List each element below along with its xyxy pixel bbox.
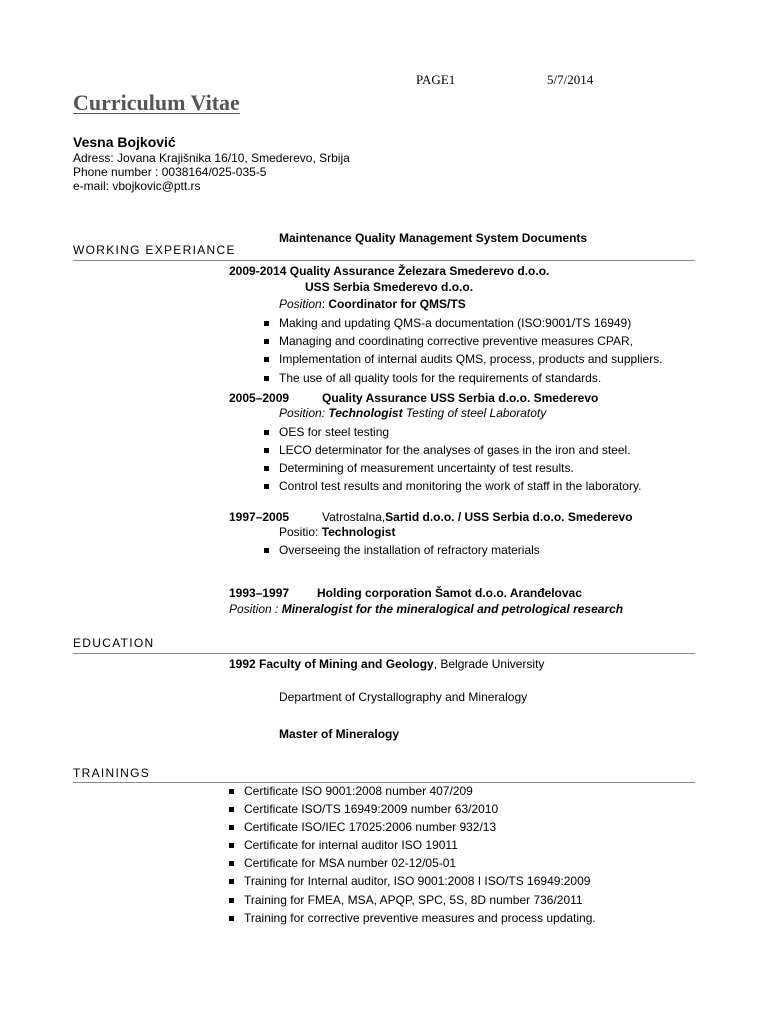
training-item: Training for Internal auditor, ISO 9001:2008 I ISO/TS 16949:2009 bbox=[244, 874, 591, 888]
job-3-position bbox=[279, 525, 395, 539]
job-2-years: 2005–2009 bbox=[229, 391, 290, 405]
section-heading-trainings: TRAININGS bbox=[73, 766, 151, 780]
section-divider bbox=[73, 782, 695, 783]
page-number: PAGE1 bbox=[416, 72, 456, 87]
bullet-icon bbox=[264, 466, 269, 471]
education-department: Department of Crystallography and Mineralogy bbox=[279, 690, 528, 704]
bullet-icon bbox=[264, 339, 269, 344]
job-2-company: Quality Assurance USS Serbia d.o.o. Smederevo bbox=[322, 391, 599, 405]
degree-university: , Belgrade University bbox=[433, 657, 545, 671]
position-title: Coordinator for QMS/TS bbox=[328, 297, 466, 311]
training-item: Certificate for MSA number 02-12/05-01 bbox=[244, 856, 457, 870]
bullet-icon bbox=[229, 807, 234, 812]
job-4-position bbox=[229, 602, 623, 616]
address-line: Adress: Jovana Krajišnika 16/10, Smederevo, Srbija bbox=[73, 151, 350, 165]
bullet-icon bbox=[264, 548, 269, 553]
bullet-icon bbox=[229, 879, 234, 884]
bullet-icon bbox=[264, 448, 269, 453]
list-item: Determining of measurement uncertainty of test results. bbox=[279, 461, 574, 475]
job-3-years: 1997–2005 bbox=[229, 510, 290, 524]
document-subtitle: Maintenance Quality Management System Documents bbox=[279, 231, 588, 245]
job-4-company: Holding corporation Šamot d.o.o. Aranđelovac bbox=[317, 586, 582, 600]
training-item: Training for corrective preventive measures and process updating. bbox=[244, 911, 596, 925]
list-item: Overseeing the installation of refractory materials bbox=[279, 543, 540, 557]
bullet-icon bbox=[264, 376, 269, 381]
list-item: The use of all quality tools for the requirements of standards. bbox=[279, 371, 602, 385]
degree-name: 1992 Faculty of Mining and Geology bbox=[229, 657, 434, 671]
bullet-icon bbox=[229, 898, 234, 903]
person-name: Vesna Bojković bbox=[73, 134, 176, 150]
bullet-icon bbox=[229, 916, 234, 921]
training-item: Training for FMEA, MSA, APQP, SPC, 5S, 8D number 736/2011 bbox=[244, 893, 583, 907]
email-line: e-mail: vbojkovic@ptt.rs bbox=[73, 179, 201, 193]
job-1-header bbox=[229, 264, 549, 278]
education-degree bbox=[229, 657, 544, 671]
position-title: Technologist bbox=[321, 525, 396, 539]
bullet-icon bbox=[264, 484, 269, 489]
list-item: Control test results and monitoring the work of staff in the laboratory. bbox=[279, 479, 642, 493]
job-3-company bbox=[322, 510, 633, 524]
phone-line: Phone number : 0038164/025-035-5 bbox=[73, 165, 267, 179]
job-4-years: 1993–1997 bbox=[229, 586, 290, 600]
list-item: LECO determinator for the analyses of gases in the iron and steel. bbox=[279, 443, 631, 457]
section-divider bbox=[73, 653, 695, 654]
cv-title: Curriculum Vitae bbox=[73, 90, 240, 115]
header-date: 5/7/2014 bbox=[547, 72, 594, 87]
job-company: Quality Assurance Železara Smederevo d.o.o. bbox=[289, 264, 550, 278]
job-1-company-line2: USS Serbia Smederevo d.o.o. bbox=[305, 280, 474, 294]
job-years: 2009-2014 bbox=[229, 264, 287, 278]
position-title: Technologist bbox=[328, 406, 403, 420]
company-bold: Sartid d.o.o. / USS Serbia d.o.o. Smederevo bbox=[385, 510, 633, 524]
position-separator: : bbox=[321, 297, 329, 311]
position-prefix: Position : bbox=[229, 602, 282, 616]
bullet-icon bbox=[264, 430, 269, 435]
section-heading-work: WORKING EXPERIANCE bbox=[73, 243, 236, 257]
list-item: OES for steel testing bbox=[279, 425, 390, 439]
bullet-icon bbox=[229, 861, 234, 866]
position-prefix: Position bbox=[279, 297, 322, 311]
section-divider bbox=[73, 260, 695, 261]
bullet-icon bbox=[229, 789, 234, 794]
education-title: Master of Mineralogy bbox=[279, 727, 400, 741]
bullet-icon bbox=[229, 843, 234, 848]
position-prefix: Position: bbox=[279, 406, 329, 420]
training-item: Certificate ISO/IEC 17025:2006 number 932/13 bbox=[244, 820, 497, 834]
section-heading-education: EDUCATION bbox=[73, 636, 155, 650]
position-title: Mineralogist for the mineralogical and petrological research bbox=[281, 602, 624, 616]
job-1-position bbox=[279, 297, 466, 311]
list-item: Making and updating QMS-a documentation (ISO:9001/TS 16949) bbox=[279, 316, 632, 330]
company-plain: Vatrostalna, bbox=[322, 510, 386, 524]
position-prefix: Positio: bbox=[279, 525, 322, 539]
bullet-icon bbox=[229, 825, 234, 830]
bullet-icon bbox=[264, 321, 269, 326]
bullet-icon bbox=[264, 357, 269, 362]
list-item: Implementation of internal audits QMS, process, products and suppliers. bbox=[279, 352, 663, 366]
list-item: Managing and coordinating corrective preventive measures CPAR, bbox=[279, 334, 633, 348]
training-item: Certificate ISO 9001:2008 number 407/209 bbox=[244, 784, 473, 798]
position-detail: Testing of steel Laboratoty bbox=[402, 406, 547, 420]
job-2-position bbox=[279, 406, 546, 420]
training-item: Certificate for internal auditor ISO 19011 bbox=[244, 838, 458, 852]
training-item: Certificate ISO/TS 16949:2009 number 63/2010 bbox=[244, 802, 499, 816]
